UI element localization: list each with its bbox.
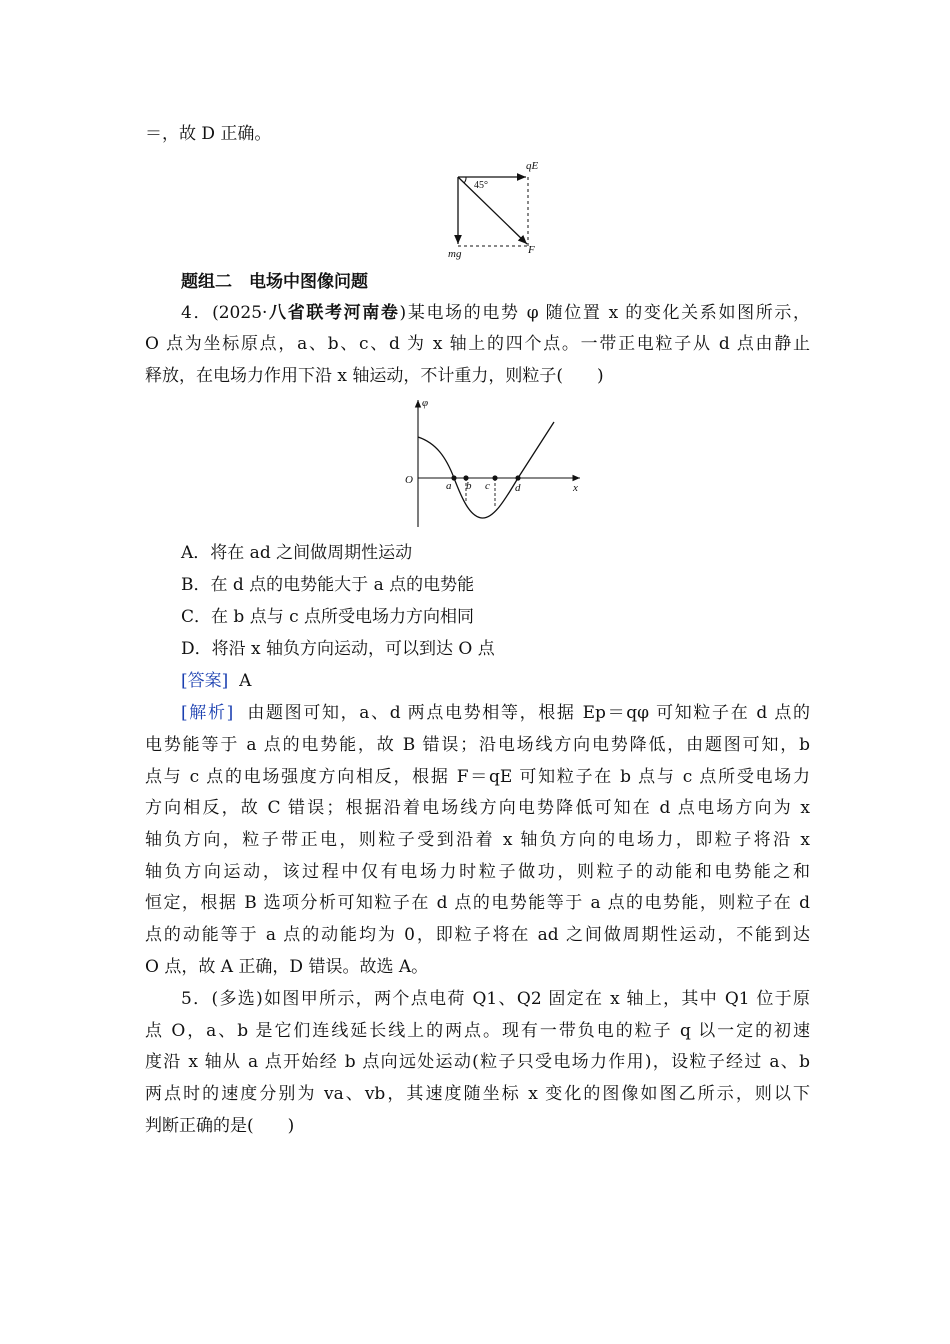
analysis-line-4: 方向相反，故 C 错误；根据沿着电场线方向电势降低可知在 d 点电场方向为 x (145, 798, 810, 818)
option-a: A．将在 ad 之间做周期性运动 (181, 543, 413, 563)
analysis-tag: [解析] (181, 703, 234, 723)
q5-line-3: 度沿 x 轴从 a 点开始经 b 点向远处运动(粒子只受电场力作用)，设粒子经过 a、b (145, 1052, 810, 1072)
potential-graph (402, 395, 592, 530)
answer-tag: [答案] (181, 671, 229, 691)
angle-arc (464, 177, 466, 183)
point-d (515, 475, 520, 480)
section-title: 题组二 电场中图像问题 (181, 272, 368, 292)
analysis-line-6: 轴负方向运动，该过程中仅有电场力时粒子做功，则粒子的动能和电势能之和 (145, 862, 810, 882)
F-vector (458, 177, 527, 244)
label-mg: mg (448, 248, 462, 260)
q5-line-2: 点 O，a、b 是它们连线延长线上的两点。现有一带负电的粒子 q 以一定的初速 (145, 1021, 810, 1041)
analysis-line-5: 轴负方向，粒子带正电，则粒子受到沿着 x 轴负方向的电场力，即粒子将沿 x (145, 830, 810, 850)
label-b: b (466, 480, 472, 492)
analysis-line-9: O 点，故 A 正确，D 错误。故选 A。 (145, 957, 429, 977)
label-F: F (528, 244, 535, 256)
q4-line-3: 释放，在电场力作用下沿 x 轴运动，不计重力，则粒子( ) (145, 366, 604, 386)
label-O: O (405, 474, 413, 486)
q4-line-1: 4．(2025·八省联考河南卷)某电场的电势 φ 随位置 x 的变化关系如图所示， (181, 303, 811, 323)
q5-line-1: 5．(多选)如图甲所示，两个点电荷 Q1、Q2 固定在 x 轴上，其中 Q1 位于原 (181, 989, 810, 1009)
q4-line-2: O 点为坐标原点，a、b、c、d 为 x 轴上的四个点。一带正电粒子从 d 点由静止 (145, 334, 810, 354)
analysis-line-2: 电势能等于 a 点的电势能，故 B 错误；沿电场线方向电势降低，由题图可知，b (145, 735, 810, 755)
label-angle: 45° (474, 180, 488, 191)
phi-curve (418, 422, 554, 518)
option-b: B．在 d 点的电势能大于 a 点的电势能 (181, 575, 475, 595)
answer-line (181, 669, 846, 693)
analysis-line-8: 点的动能等于 a 点的动能均为 0，即粒子将在 ad 之间做周期性运动，不能到达 (145, 925, 810, 945)
top-line: ＝，故 D 正确。 (145, 124, 272, 144)
label-a: a (446, 480, 452, 492)
analysis-line-7: 恒定，根据 B 选项分析可知粒子在 d 点的电势能等于 a 点的电势能，则粒子在 d (145, 893, 810, 913)
q5-line-4: 两点时的速度分别为 va、vb，其速度随坐标 x 变化的图像如图乙所示，则以下 (145, 1084, 810, 1104)
force-diagram (448, 160, 548, 260)
option-d: D．将沿 x 轴负方向运动，可以到达 O 点 (181, 639, 495, 659)
label-d: d (515, 482, 521, 494)
label-x: x (573, 482, 578, 494)
q5-line-5: 判断正确的是( ) (145, 1116, 295, 1136)
label-qE: qE (526, 160, 539, 172)
label-phi: φ (422, 397, 429, 409)
analysis-line-3: 点与 c 点的电场强度方向相反，根据 F＝qE 可知粒子在 b 点与 c 点所受电场力 (145, 767, 810, 787)
label-c: c (485, 480, 490, 492)
answer-value: A (239, 671, 252, 691)
point-a (451, 475, 456, 480)
analysis-line-1: [解析] 由题图可知，a、d 两点电势相等，根据 Ep＝qφ 可知粒子在 d 点的 (181, 703, 811, 723)
option-c: C．在 b 点与 c 点所受电场力方向相同 (181, 607, 475, 627)
